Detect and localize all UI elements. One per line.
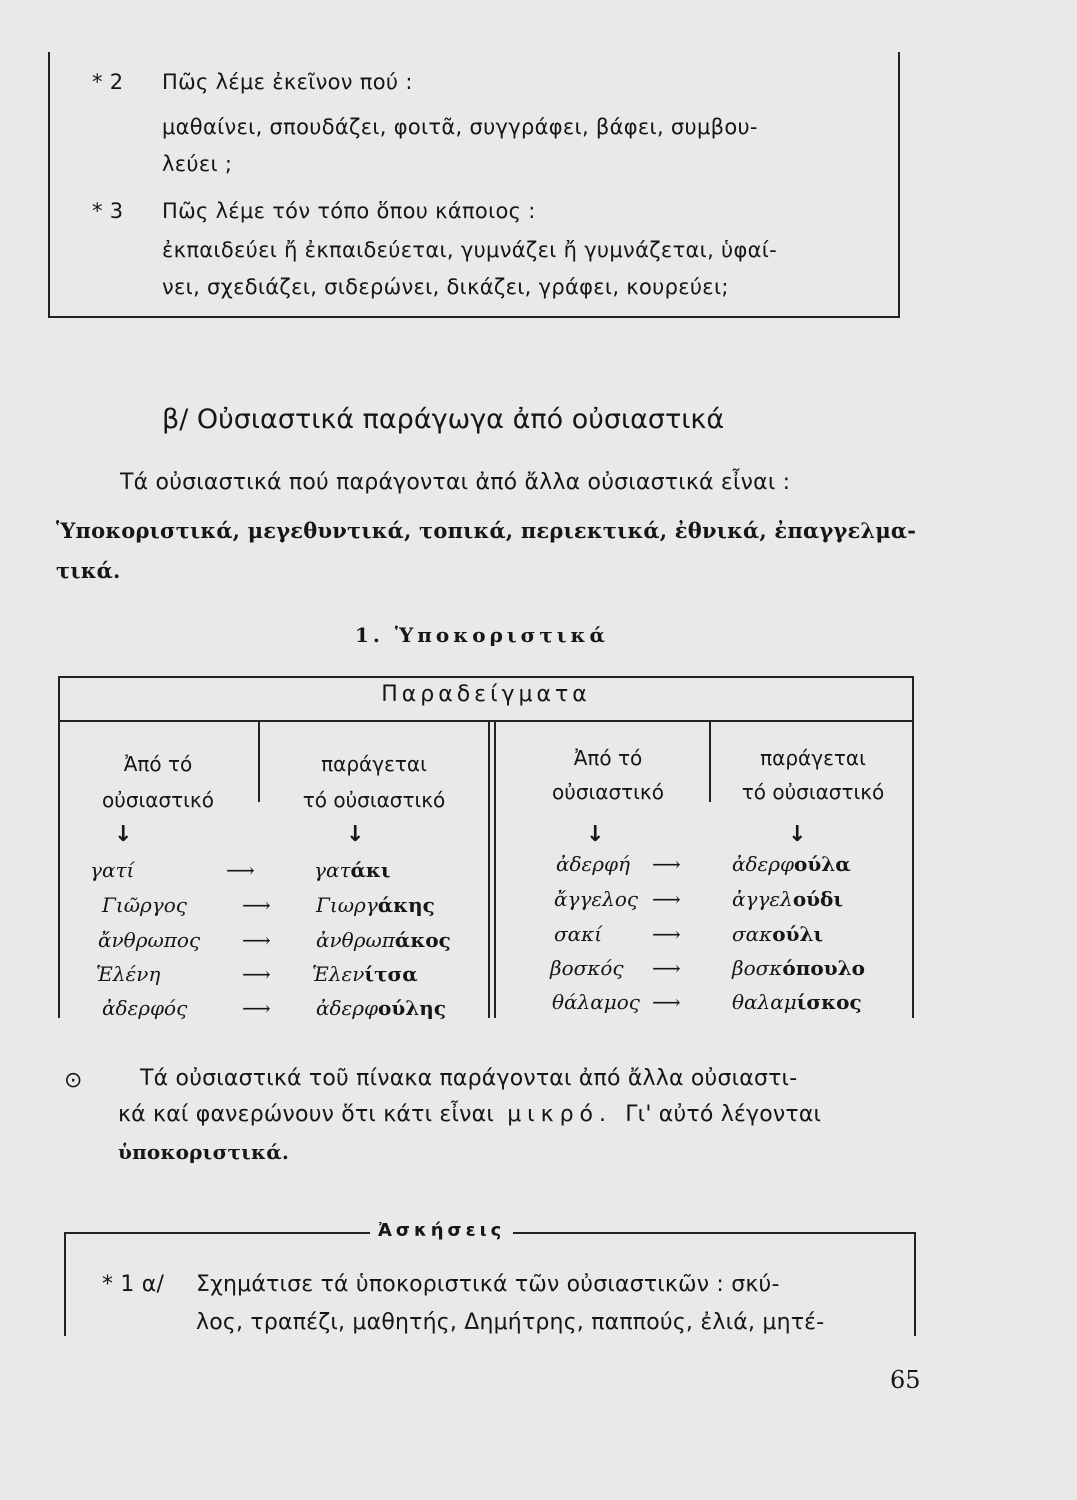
center-divider-b <box>494 720 496 1018</box>
exercise-3-line2: ἐκπαιδεύει ἤ ἐκπαιδεύεται, γυμνάζει ἤ γυμνάζεται, ὑφαί- <box>162 238 778 262</box>
note-line1: Τά οὐσιαστικά τοῦ πίνακα παράγονται ἀπό ἄλλα οὐσιαστι- <box>140 1066 798 1091</box>
exercise-3-line3: νει, σχεδιάζει, σιδερώνει, δικάζει, γράφει, κουρεύει; <box>162 275 729 299</box>
exercise-1-line1: Σχημάτισε τά ὑποκοριστικά τῶν οὐσιαστικῶν : σκύ- <box>196 1272 780 1297</box>
table-row <box>90 858 486 892</box>
diminutive-noun: βοσκόπουλο <box>732 956 865 980</box>
table-header: Παραδείγματα <box>381 682 591 707</box>
section-intro: Τά οὐσιαστικά πού παράγονται ἀπό ἄλλα οὐσιαστικά εἶναι : <box>120 470 791 495</box>
subsection-title: 1. Ὑποκοριστικά <box>355 623 609 647</box>
source-noun: σακί <box>554 922 603 946</box>
exercise-2-marker: * 2 <box>92 70 124 94</box>
diminutive-noun: θαλαμίσκος <box>732 990 862 1014</box>
exercise-3-marker: * 3 <box>92 199 124 223</box>
source-noun: βοσκός <box>550 956 624 980</box>
source-noun: Ἑλένη <box>96 962 161 986</box>
left-to-header-2: τό οὐσιαστικό <box>302 788 446 812</box>
arrow-right-icon: ⟶ <box>652 922 681 946</box>
left-col-divider <box>258 720 260 802</box>
right-from-header-1: Ἀπό τό <box>573 746 643 770</box>
diminutive-noun: γατάκι <box>314 858 391 882</box>
center-divider-a <box>488 720 490 1018</box>
right-from-header-2: οὐσιαστικό <box>552 780 664 804</box>
source-noun: ἀδερφή <box>556 852 631 876</box>
section-title: β/ Οὐσιαστικά παράγωγα ἀπό οὐσιαστικά <box>162 404 725 435</box>
arrow-right-icon: ⟶ <box>652 852 681 876</box>
arrow-right-icon: ⟶ <box>652 887 681 911</box>
diminutive-noun: Γιωργάκης <box>316 893 435 917</box>
exercise-3-question: Πῶς λέμε τόν τόπο ὅπου κάποιος : <box>162 199 536 223</box>
table-row <box>96 962 486 996</box>
left-from-header-1: Ἀπό τό <box>123 752 193 776</box>
exercise-2-line2: μαθαίνει, σπουδάζει, φοιτᾶ, συγγράφει, βάφει, συμβου- <box>162 115 758 139</box>
source-noun: ἄγγελος <box>554 887 639 911</box>
arrow-right-icon: ⟶ <box>652 990 681 1014</box>
left-to-header-1: παράγεται <box>321 752 427 776</box>
table-row <box>102 893 486 927</box>
exercises-title: Ἀσκήσεις <box>370 1220 513 1241</box>
table-row <box>554 887 912 921</box>
arrow-down-icon: ↓ <box>114 822 133 847</box>
arrow-right-icon: ⟶ <box>242 962 271 986</box>
arrow-right-icon: ⟶ <box>242 893 271 917</box>
source-noun: Γιῶργος <box>102 893 187 917</box>
source-noun: θάλαμος <box>552 990 640 1014</box>
source-noun: ἄνθρωπος <box>98 928 201 952</box>
table-row <box>98 928 486 962</box>
exercise-2-line3: λεύει ; <box>162 152 233 176</box>
table-row <box>552 990 912 1024</box>
page-number: 65 <box>890 1366 921 1394</box>
arrow-right-icon: ⟶ <box>226 858 255 882</box>
table-header-divider <box>58 720 914 722</box>
diminutive-noun: ἀδερφούλης <box>316 996 447 1020</box>
diminutive-noun: ἀδερφούλα <box>732 852 851 876</box>
derivative-kinds-line1: Ὑποκοριστικά, μεγεθυντικά, τοπικά, περιεκτικά, ἐθνικά, ἐπαγγελμα- <box>56 518 917 543</box>
left-from-header-2: οὐσιαστικό <box>102 788 214 812</box>
note-bullet-icon: ⊙ <box>64 1068 83 1093</box>
diminutive-noun: ἀγγελούδι <box>732 887 844 911</box>
arrow-down-icon: ↓ <box>346 822 365 847</box>
right-col-divider <box>709 720 711 802</box>
note-line2: κά καί φανερώνουν ὅτι κάτι εἶναι μικρό. Γι' αὐτό λέγονται <box>118 1102 822 1127</box>
exercise-1-line2: λος, τραπέζι, μαθητής, Δημήτρης, παππούς, ἐλιά, μητέ- <box>196 1310 825 1335</box>
derivative-kinds-line2: τικά. <box>56 558 121 583</box>
note-line3: ὑποκοριστικά. <box>118 1140 289 1164</box>
table-row <box>550 956 912 990</box>
arrow-right-icon: ⟶ <box>242 928 271 952</box>
arrow-down-icon: ↓ <box>586 822 605 847</box>
table-row <box>554 922 912 956</box>
diminutive-noun: σακούλι <box>732 922 824 946</box>
exercise-1-marker: * 1 α/ <box>102 1272 165 1297</box>
table-row <box>556 852 912 886</box>
arrow-down-icon: ↓ <box>788 822 807 847</box>
diminutive-noun: ἀνθρωπάκος <box>316 928 451 952</box>
diminutive-noun: Ἑλενίτσα <box>312 962 418 986</box>
exercise-2-question: Πῶς λέμε ἐκεῖνον πού : <box>162 70 413 94</box>
right-to-header-2: τό οὐσιαστικό <box>741 780 885 804</box>
arrow-right-icon: ⟶ <box>652 956 681 980</box>
source-noun: ἀδερφός <box>102 996 188 1020</box>
note-emphasis: μικρό. <box>507 1102 613 1127</box>
table-row <box>102 996 486 1030</box>
source-noun: γατί <box>90 858 135 882</box>
arrow-right-icon: ⟶ <box>242 996 271 1020</box>
right-to-header-1: παράγεται <box>760 746 866 770</box>
